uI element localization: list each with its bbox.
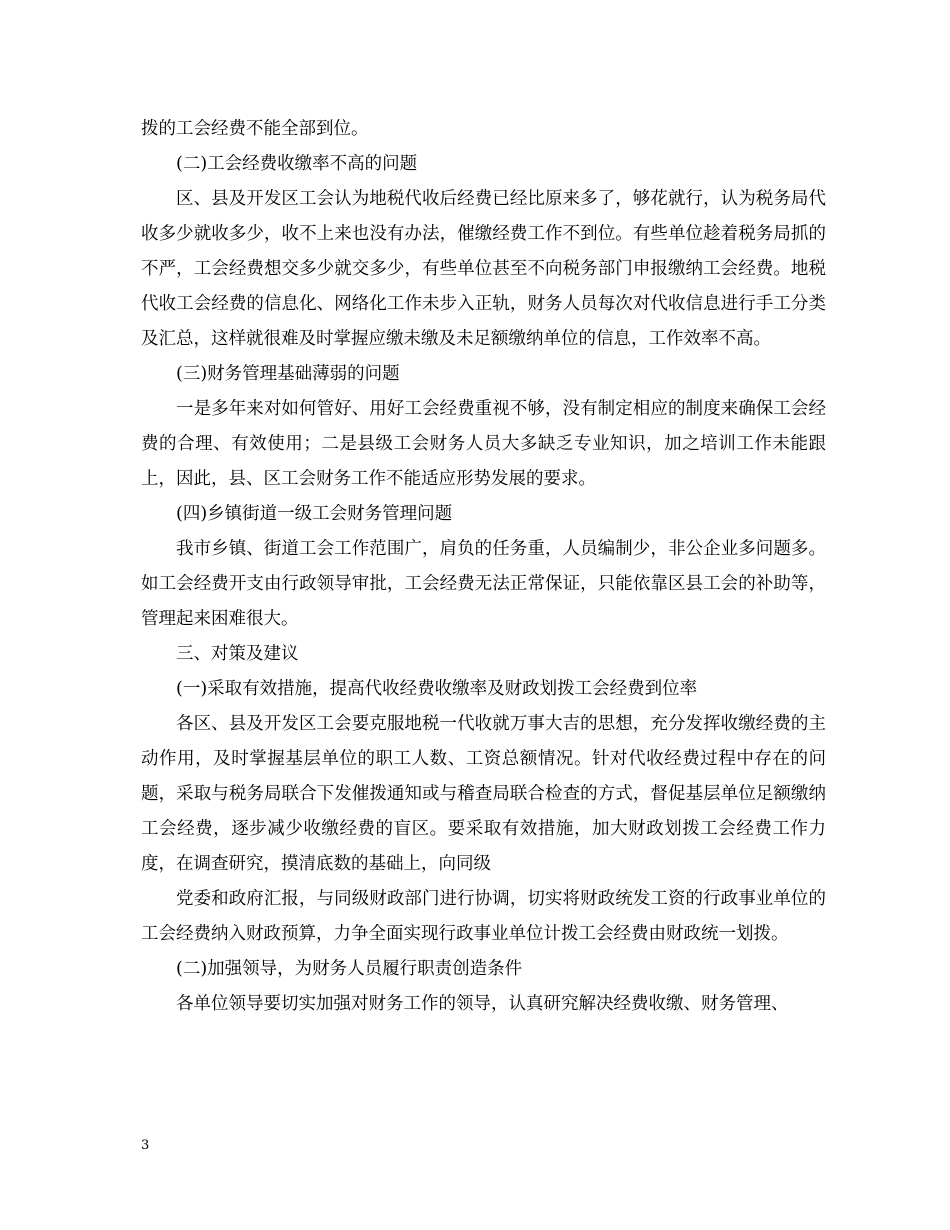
paragraph: 各区、县及开发区工会要克服地税一代收就万事大吉的思想，充分发挥收缴经费的主动作用，及时掌握基层单位的职工人数、工资总额情况。针对代收经费过程中存在的问题，采取与税务局联合下发催拨通知或与稽查局联合检查的方式，督促基层单位足额缴纳工会经费，逐步减少收缴经费的盲区。要采取有效措施，加大财政划拨工会经费工作力度，在调查研究，摸清底数的基础上，向同级 xyxy=(141,714,826,874)
section-heading-2: (二)加强领导，为财务人员履行职责创造条件 xyxy=(176,959,523,979)
paragraph: 区、县及开发区工会认为地税代收后经费已经比原来多了，够花就行，认为税务局代收多少就收多少，收不上来也没有办法，催缴经费工作不到位。有些单位趁着税务局抓的不严，工会经费想交多少就交多少，有些单位甚至不向税务部门申报缴纳工会经费。地税代收工会经费的信息化、网络化工作未步入正轨，财务人员每次对代收信息进行手工分类及汇总，这样就很难及时掌握应缴未缴及未足额缴纳单位的信息，工作效率不高。 xyxy=(141,189,826,349)
paragraph: 我市乡镇、街道工会工作范围广，肩负的任务重，人员编制少，非公企业多问题多。如工会经费开支由行政领导审批，工会经费无法正常保证，只能依靠区县工会的补助等，管理起来困难很大。 xyxy=(141,539,826,629)
paragraph-continuation: 拨的工会经费不能全部到位。 xyxy=(141,119,369,139)
paragraph: 各单位领导要切实加强对财务工作的领导，认真研究解决经费收缴、财务管理、 xyxy=(176,994,789,1014)
section-heading-4: (四)乡镇街道一级工会财务管理问题 xyxy=(176,504,453,524)
page-number: 3 xyxy=(141,1138,150,1153)
chapter-heading: 三、对策及建议 xyxy=(176,644,299,664)
section-heading-1: (一)采取有效措施，提高代收经费收缴率及财政划拨工会经费到位率 xyxy=(176,679,698,699)
document-body xyxy=(141,112,826,1022)
section-heading-2: (二)工会经费收缴率不高的问题 xyxy=(176,154,418,174)
paragraph: 一是多年来对如何管好、用好工会经费重视不够，没有制定相应的制度来确保工会经费的合理、有效使用；二是县级工会财务人员大多缺乏专业知识，加之培训工作未能跟上，因此，县、区工会财务工作不能适应形势发展的要求。 xyxy=(141,399,826,489)
paragraph: 党委和政府汇报，与同级财政部门进行协调，切实将财政统发工资的行政事业单位的工会经费纳入财政预算，力争全面实现行政事业单位计拨工会经费由财政统一划拨。 xyxy=(141,889,826,944)
section-heading-3: (三)财务管理基础薄弱的问题 xyxy=(176,364,400,384)
